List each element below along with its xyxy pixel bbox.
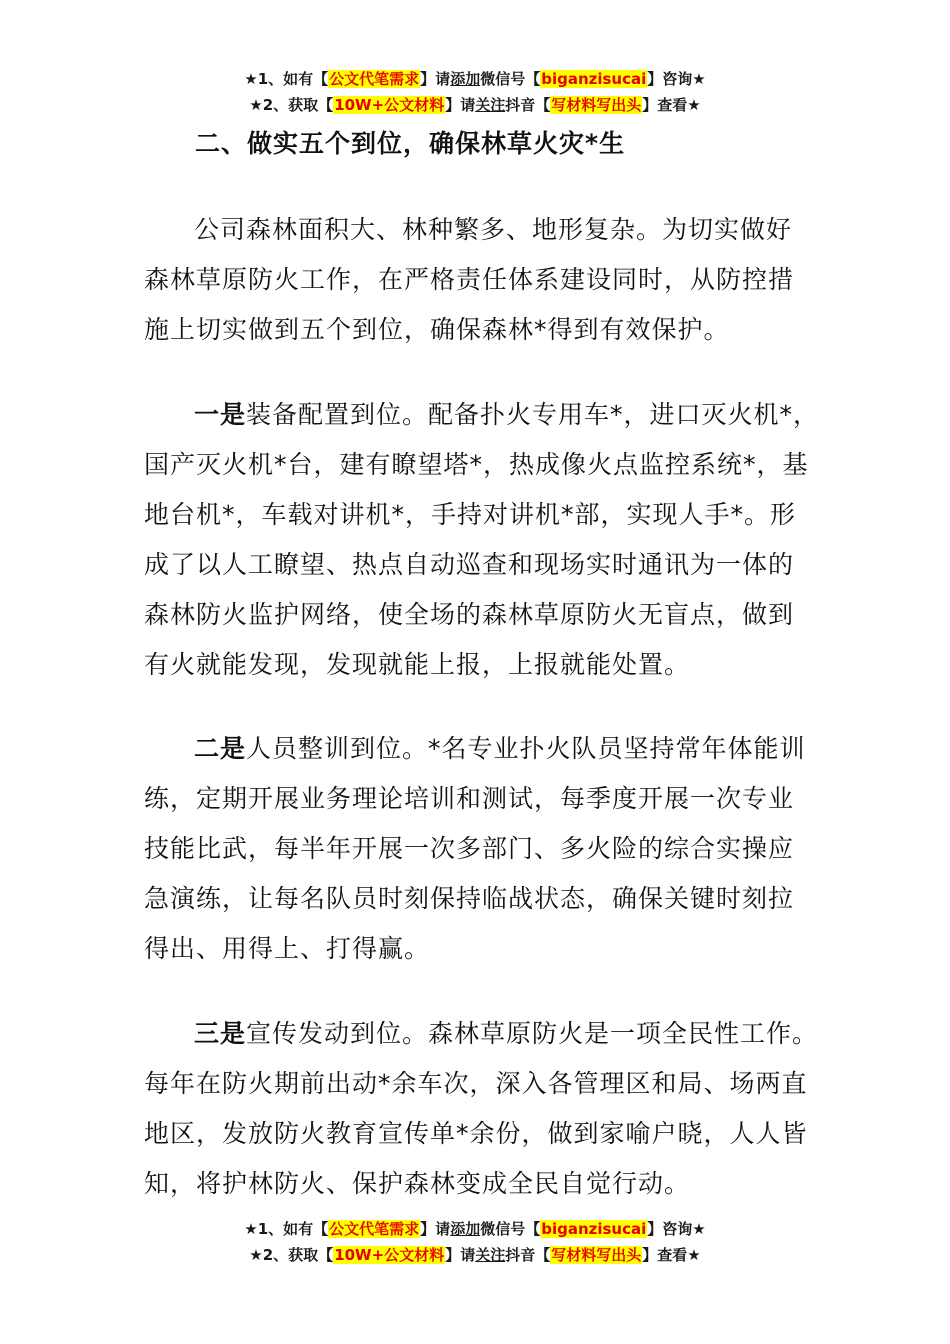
promo-highlight: 公文代笔需求 [329,70,420,88]
text-line: 每年在防火期前出动*余车次，深入各管理区和局、场两直 [144,1069,808,1098]
promo-highlight: 10W+公文材料 [334,96,445,114]
text-line: 得出、用得上、打得赢。 [144,934,431,963]
promo-banner-top [0,66,950,118]
paragraph-training [144,724,808,974]
lead-label: 一是 [194,400,247,429]
text-line: 练，定期开展业务理论培训和测试，每季度开展一次专业 [144,784,795,813]
promo-line-1: ★1、如有【公文代笔需求】请添加微信号【biganzisucai】咨询★ [244,70,706,88]
text-line: 森林草原防火工作，在严格责任体系建设同时，从防控措 [144,265,795,294]
text-line: 施上切实做到五个到位，确保森林*得到有效保护。 [144,315,730,344]
section-heading: 二、做实五个到位，确保林草火灾*生 [195,129,626,158]
text-line: 国产灭火机*台，建有瞭望塔*，热成像火点监控系统*，基 [144,450,809,479]
text-line: 地台机*，车载对讲机*，手持对讲机*部，实现人手*。形 [144,500,797,529]
paragraph-intro [144,205,808,355]
paragraph-equipment [144,390,820,690]
text-line: 成了以人工瞭望、热点自动巡查和现场实时通讯为一体的 [144,550,795,579]
wechat-id-highlight: biganzisucai [541,70,647,88]
promo-line-2: ★2、获取【10W+公文材料】请关注抖音【写材料写出头】查看★ [249,96,701,114]
lead-label: 三是 [194,1019,247,1048]
text-line: 技能比武，每半年开展一次多部门、多火险的综合实操应 [144,834,795,863]
promo-banner-bottom [0,1216,950,1268]
promo-line-1: ★1、如有【公文代笔需求】请添加微信号【biganzisucai】咨询★ [244,1220,706,1238]
text-line: 森林防火监护网络，使全场的森林草原防火无盲点，做到 [144,600,795,629]
text-line: 有火就能发现，发现就能上报，上报就能处置。 [144,650,691,679]
text-line: 知，将护林防火、保护森林变成全民自觉行动。 [144,1169,691,1198]
text-line: 急演练，让每名队员时刻保持临战状态，确保关键时刻拉 [144,884,795,913]
douyin-highlight: 写材料写出头 [551,96,642,114]
text-line: 一是装备配置到位。配备扑火专用车*，进口灭火机*， [194,400,820,429]
lead-label: 二是 [194,734,247,763]
text-line: 地区，发放防火教育宣传单*余份，做到家喻户晓，人人皆 [144,1119,808,1148]
text-line: 二是人员整训到位。*名专业扑火队员坚持常年体能训 [194,734,806,763]
promo-highlight: 公文代笔需求 [329,1220,420,1238]
wechat-id-highlight: biganzisucai [541,1220,647,1238]
text-line: 公司森林面积大、林种繁多、地形复杂。为切实做好 [194,215,793,244]
text-line: 三是宣传发动到位。森林草原防火是一项全民性工作。 [194,1019,819,1048]
promo-highlight: 10W+公文材料 [334,1246,445,1264]
promo-line-2: ★2、获取【10W+公文材料】请关注抖音【写材料写出头】查看★ [249,1246,701,1264]
douyin-highlight: 写材料写出头 [551,1246,642,1264]
paragraph-publicity [144,1009,819,1209]
